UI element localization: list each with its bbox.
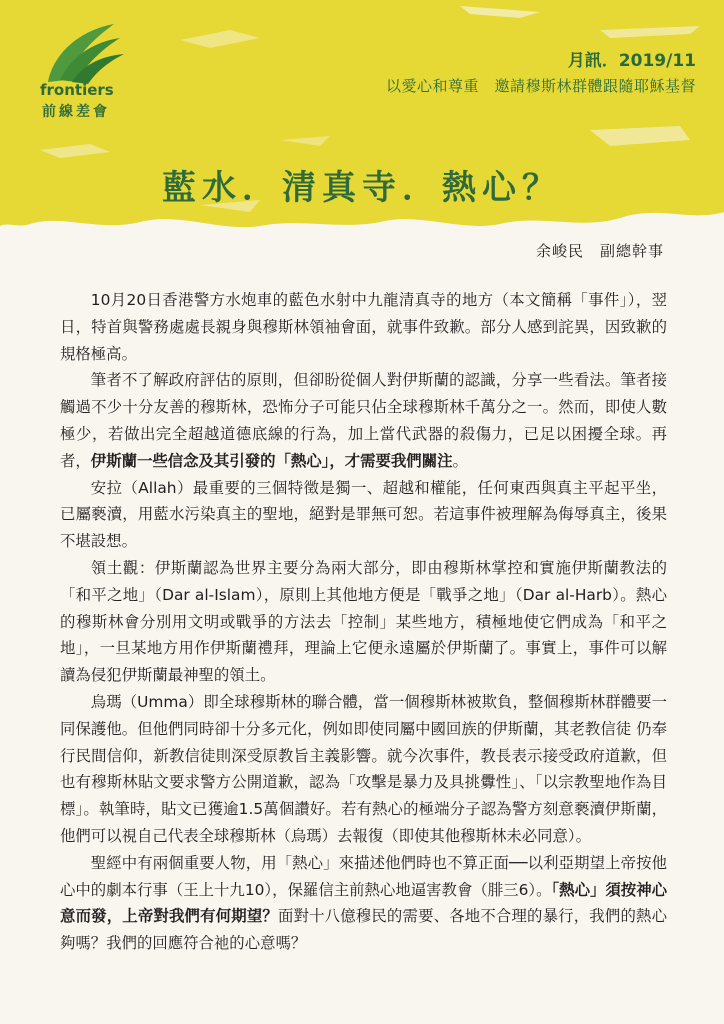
article-body	[60, 287, 667, 957]
paragraph-6-text: 聖經中有兩個重要人物，用「熱心」來描述他們時也不算正面──以利亞期望上帝按他心中的劇本行事（王上十九10），保羅信主前熱心地逼害教會（腓三6）。	[60, 853, 667, 899]
paragraph-2-emphasis: 伊斯蘭一些信念及其引發的「熱心」，才需要我們關注	[90, 451, 453, 470]
logo-name: frontiers	[40, 81, 114, 99]
paragraph-4	[60, 555, 667, 689]
logo-org-name: 前線差會	[42, 104, 110, 120]
paragraph-3	[60, 475, 667, 555]
issue-date: 月訊．2019/11	[567, 51, 696, 71]
paragraph-2	[60, 367, 667, 474]
paragraph-2-end: 。	[452, 451, 468, 470]
paragraph-6-emphasis: 「熱心」須按神心意而發，上帝對我們有何期望？	[60, 880, 667, 926]
paragraph-5-text: 烏瑪（Umma）即全球穆斯林的聯合體，當一個穆斯林被欺負，整個穆斯林群體要一同保護他。但他們同時卻十分多元化，例如即使同屬中國回族的伊斯蘭，其老教信徒 仍奉行民間信仰，新教信徒則深受原教旨主義影響。就今次事件，教長表示接受政府道歉，但也有穆斯林貼文要求警方公開道歉，認為「攻擊是暴力及具挑釁性」、「以宗教聖地作為目標」。執筆時，貼文已獲逾1.5萬個讚好。若有熱心的極端分子認為警方刻意褻瀆伊斯蘭，他們可以視自己代表全球穆斯林（烏瑪）去報復（即使其他穆斯林未必同意）。	[60, 692, 667, 845]
article-title: 藍水．清真寺．熱心？	[162, 168, 562, 208]
paragraph-3-text: 安拉（Allah）最重要的三個特徵是獨一、超越和權能，任何東西與真主平起平坐，已屬褻瀆，用藍水污染真主的聖地，絕對是罪無可恕。若這事件被理解為侮辱真主，後果不堪設想。	[60, 478, 667, 551]
paragraph-4-text: 領土觀：伊斯蘭認為世界主要分為兩大部分，即由穆斯林掌控和實施伊斯蘭教法的「和平之地」（Dar al-Islam），原則上其他地方便是「戰爭之地」（Dar al-Harb）。熱心的穆斯林會分別用文明或戰爭的方法去「控制」某些地方，積極地使它們成為「和平之地」，一旦某地方用作伊斯蘭禮拜，理論上它便永遠屬於伊斯蘭了。事實上，事件可以解讀為侵犯伊斯蘭最神聖的領土。	[60, 558, 667, 685]
paragraph-1	[60, 287, 667, 367]
mission-subtitle: 以愛心和尊重 邀請穆斯林群體跟隨耶穌基督	[385, 77, 696, 95]
paragraph-1-text: 10月20日香港警方水炮車的藍色水射中九龍清真寺的地方（本文簡稱「事件」），翌日，特首與警務處處長親身與穆斯林領袖會面，就事件致歉。部分人感到詫異，因致歉的規格極高。	[60, 291, 667, 363]
paragraph-6	[60, 850, 667, 957]
paragraph-5	[60, 689, 667, 850]
article-author: 余峻民 副總幹事	[535, 242, 664, 260]
paragraph-6-end: 面對十八億穆民的需要、各地不合理的暴行，我們的熱心夠嗎？我們的回應符合祂的心意嗎？	[60, 907, 667, 953]
paragraph-2-text: 筆者不了解政府評估的原則，但卻盼從個人對伊斯蘭的認識，分享一些看法。筆者接觸過不少十分友善的穆斯林，恐怖分子可能只佔全球穆斯林千萬分之一。然而，即使人數極少，若做出完全超越道德底線的行為，加上當代武器的殺傷力，已足以困擾全球。再者，	[60, 371, 667, 470]
